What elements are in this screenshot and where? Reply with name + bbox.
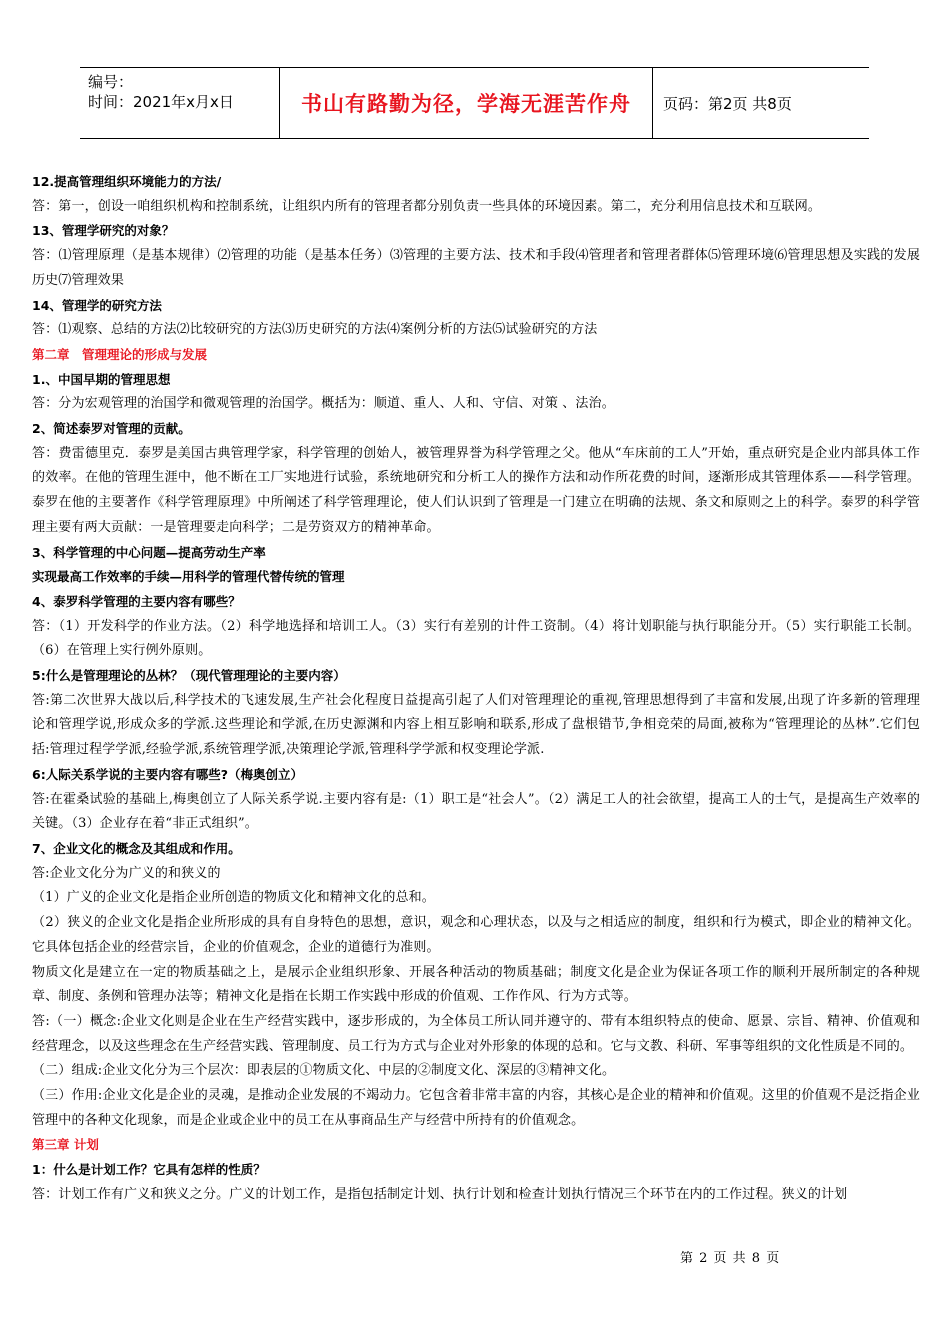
- question-heading: 12.提高管理组织环境能力的方法/: [32, 174, 222, 189]
- page-label: 页码：第2页 共8页: [663, 94, 792, 113]
- answer-paragraph: 答：第一，创设一咱组织机构和控制系统，让组织内所有的管理者都分别负责一些具体的环境因素。第二，充分利用信息技术和互联网。: [32, 198, 822, 214]
- answer-paragraph: 答：⑴管理原理（是基本规律）⑵管理的功能（是基本任务）⑶管理的主要方法、技术和手段⑷管理者和管理者群体⑸管理环境⑹管理思想及实践的发展历史⑺管理效果: [32, 248, 920, 288]
- question-heading: 7、企业文化的概念及其组成和作用。: [32, 840, 241, 856]
- chapter-heading: 第二章 管理理论的形成与发展: [32, 346, 208, 362]
- page-footer: [680, 1247, 780, 1266]
- header-motto-cell: [280, 68, 653, 138]
- question-heading: 6:人际关系学说的主要内容有哪些?（梅奥创立）: [32, 766, 303, 782]
- answer-paragraph: 答:企业文化分为广义的和狭义的: [32, 865, 221, 881]
- question-heading: 13、管理学研究的对象？: [32, 223, 175, 239]
- answer-paragraph: 答：费雷德里克．泰罗是美国古典管理学家，科学管理的创始人，被管理界誉为科学管理之父。他从“车床前的工人”开始，重点研究是企业内部具体工作的效率。在他的管理生涯中，他不断在工厂实地进行试验，系统地研究和分析工人的操作方法和动作所花费的时间，逐渐形成其管理体系——科学管理。泰罗在他的主要著作《科学管理原理》中所阐述了科学管理理论，使人们认识到了管理是一门建立在明确的法规、条文和原则之上的科学。泰罗的科学管理主要有两大贡献：一是管理要走向科学；二是劳资双方的精神革命。: [32, 445, 920, 535]
- question-heading: 1：什么是计划工作？它具有怎样的性质？: [32, 1162, 266, 1178]
- question-heading: 4、泰罗科学管理的主要内容有哪些？: [32, 593, 241, 609]
- footer-page-number: 第 2 页 共 8 页: [680, 1251, 781, 1266]
- page-header: [80, 67, 869, 139]
- question-heading: 2、简述泰罗对管理的贡献。: [32, 421, 191, 437]
- answer-paragraph: 答:在霍桑试验的基础上,梅奥创立了人际关系学说.主要内容有是:（1）职工是“社会人”。（2）满足工人的社会欲望，提高工人的士气，是提高生产效率的关键。（3）企业存在着“非正式组织”。: [32, 791, 920, 832]
- answer-paragraph: （三）作用:企业文化是企业的灵魂，是推动企业发展的不竭动力。它包含着非常丰富的内容，其核心是企业的精神和价值观。这里的价值观不是泛指企业管理中的各种文化现象，而是企业或企业中的员工在从事商品生产与经营中所持有的价值观念。: [32, 1088, 920, 1128]
- document-body: [32, 170, 920, 1208]
- question-heading: 3、科学管理的中心问题—提高劳动生产率: [32, 544, 266, 560]
- number-label: 编号：: [88, 73, 134, 91]
- question-heading: 14、管理学的研究方法: [32, 297, 162, 313]
- question-heading: 1.、中国早期的管理思想: [32, 371, 171, 387]
- header-meta: [80, 68, 280, 138]
- answer-paragraph: 答：（1）开发科学的作业方法。（2）科学地选择和培训工人。（3）实行有差别的计件工资制。（4）将计划职能与执行职能分开。（5）实行职能工长制。（6）在管理上实行例外原则。: [32, 618, 920, 659]
- question-heading: 5:什么是管理理论的丛林？（现代管理理论的主要内容）: [32, 668, 346, 684]
- answer-paragraph: 答:（一）概念:企业文化则是企业在生产经营实践中，逐步形成的，为全体员工所认同并遵守的、带有本组织特点的使命、愿景、宗旨、精神、价值观和经营理念，以及这些理念在生产经营实践、管理制度、员工行为方式与企业对外形象的体现的总和。它与文教、科研、军事等组织的文化性质是不同的。: [32, 1013, 920, 1054]
- answer-paragraph: 答：分为宏观管理的治国学和微观管理的治国学。概括为：顺道、重人、人和、守信、对策 、法治。: [32, 396, 615, 412]
- answer-paragraph: （1）广义的企业文化是指企业所创造的物质文化和精神文化的总和。: [32, 890, 435, 906]
- answer-paragraph: 物质文化是建立在一定的物质基础之上，是展示企业组织形象、开展各种活动的物质基础；制度文化是企业为保证各项工作的顺利开展所制定的各种规章、制度、条例和管理办法等；精神文化是指在长期工作实践中形成的价值观、工作作风、行为方式等。: [32, 964, 920, 1005]
- motto: 书山有路勤为径，学海无涯苦作舟: [301, 92, 631, 116]
- answer-paragraph: 答:第二次世界大战以后,科学技术的飞速发展,生产社会化程度日益提高引起了人们对管理理论的重视,管理思想得到了丰富和发展,出现了许多新的管理理论和管理学说,形成众多的学派.这些理论和学派,在历史源渊和内容上相互影响和联系,形成了盘根错节,争相竞荣的局面,被称为“管理理论的丛林”.它们包括:管理过程学学派,经验学派,系统管理学派,决策理论学派,管理科学学派和权变理论学派.: [32, 692, 920, 758]
- question-heading: 实现最高工作效率的手续—用科学的管理代替传统的管理: [32, 569, 345, 585]
- answer-paragraph: （二）组成:企业文化分为三个层次：即表层的①物质文化、中层的②制度文化、深层的③精神文化。: [32, 1063, 616, 1079]
- time-label: 时间：2021年x月x日: [88, 93, 234, 111]
- answer-paragraph: （2）狭义的企业文化是指企业所形成的具有自身特色的思想，意识，观念和心理状态，以及与之相适应的制度，组织和行为模式，即企业的精神文化。它具体包括企业的经营宗旨，企业的价值观念，企业的道德行为准则。: [32, 915, 920, 955]
- answer-paragraph: 答：⑴观察、总结的方法⑵比较研究的方法⑶历史研究的方法⑷案例分析的方法⑸试验研究的方法: [32, 322, 598, 338]
- answer-paragraph: 答：计划工作有广义和狭义之分。广义的计划工作，是指包括制定计划、执行计划和检查计划执行情况三个环节在内的工作过程。狭义的计划: [32, 1186, 848, 1202]
- chapter-heading: 第三章 计划: [32, 1137, 99, 1153]
- header-page-cell: [653, 68, 869, 138]
